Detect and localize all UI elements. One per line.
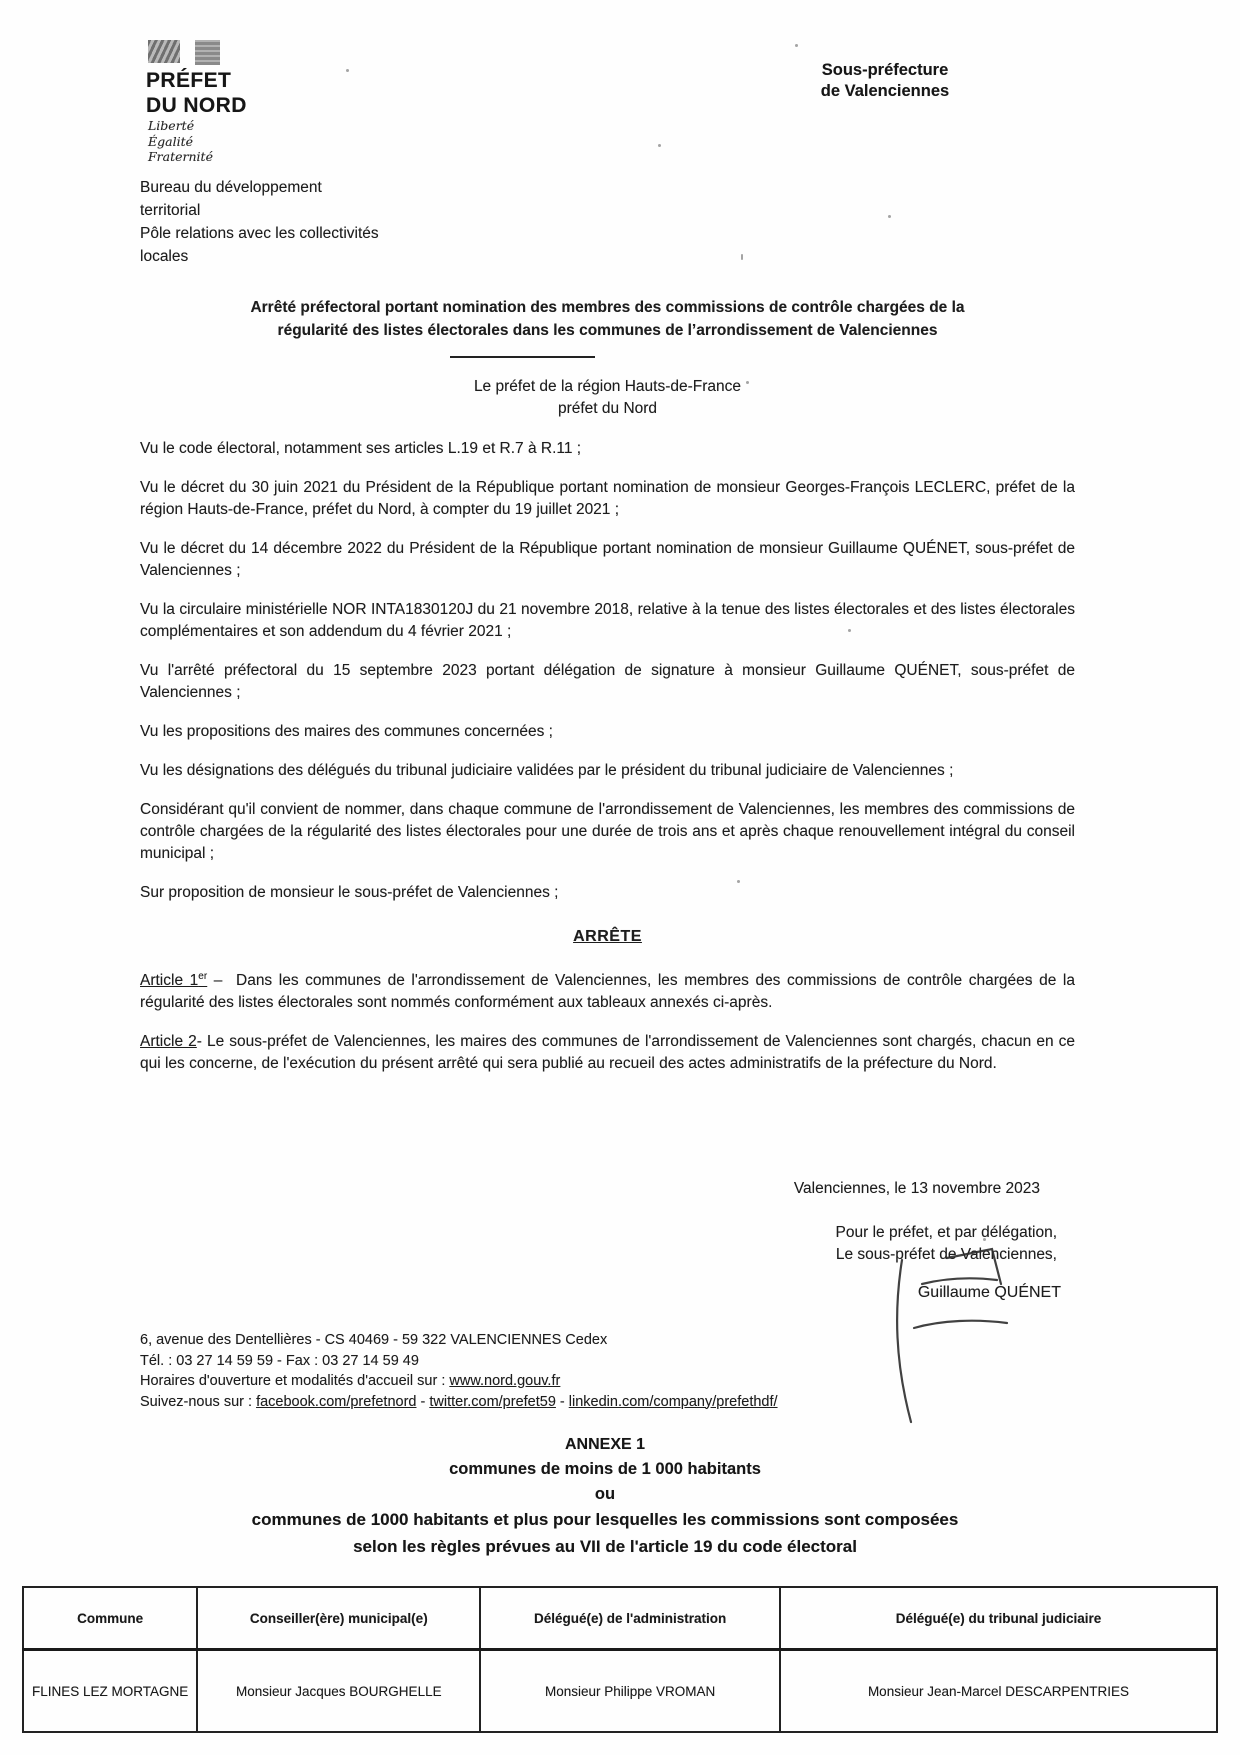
table-header-commune: Commune (23, 1587, 197, 1650)
prefect-line: DU NORD (146, 94, 247, 117)
article-1-paragraph (140, 970, 1075, 1014)
annexe-subtitle: selon les règles prévues au VII de l'article 19 du code électoral (353, 1537, 857, 1556)
nord-gouv-link: www.nord.gouv.fr (449, 1373, 561, 1389)
table-header-delegue-administration: Délégué(e) de l'administration (480, 1587, 780, 1650)
logo-right-block (195, 40, 220, 65)
footer-hours: Horaires d'ouverture et modalités d'accueil sur : www.nord.gouv.fr (140, 1373, 561, 1389)
prefect-line: PRÉFET (146, 69, 232, 92)
article-2-text: Le sous-préfet de Valenciennes, les maires des communes de l'arrondissement de Valenciennes sont chargés, chacun en ce qui les concerne, de l'exécution du présent arrêté qui sera publié au recueil des actes administratifs de la préfecture du Nord. (140, 1033, 1075, 1072)
footer-address: 6, avenue des Dentellières - CS 40469 - 59 322 VALENCIENNES Cedex (140, 1332, 608, 1348)
arrete-heading: ARRÊTE (573, 928, 642, 945)
article-1-text: Dans les communes de l'arrondissement de Valenciennes, les membres des commissions de contrôle chargées de la régularité des listes électorales sont nommés conformément aux tableaux annexés ci-après. (140, 972, 1075, 1011)
table-cell-delegue-administration: Monsieur Philippe VROMAN (480, 1650, 780, 1733)
motto-line: Égalité (148, 133, 193, 149)
scan-speck (888, 215, 891, 218)
table-cell-conseiller: Monsieur Jacques BOURGHELLE (197, 1650, 480, 1733)
annexe-subtitle: communes de moins de 1 000 habitants (449, 1460, 761, 1478)
annexe-heading (30, 1432, 1180, 1560)
table-cell-delegue-tribunal: Monsieur Jean-Marcel DESCARPENTRIES (780, 1650, 1217, 1733)
marianne-logo-icon (148, 40, 220, 65)
title-line: Arrêté préfectoral portant nomination des membres des commissions de contrôle chargées de la (250, 299, 965, 316)
annexe-subtitle: communes de 1000 habitants et plus pour lesquelles les commissions sont composées (251, 1510, 959, 1529)
article-1-label: Article 1er (140, 970, 208, 989)
table-header-row (23, 1587, 1217, 1650)
prefect-wordmark (146, 68, 247, 118)
handwritten-signature-icon (880, 1242, 1030, 1437)
subprefecture-title (800, 60, 970, 102)
twitter-link: twitter.com/prefet59 (429, 1393, 556, 1410)
recital-paragraph: Considérant qu'il convient de nommer, dans chaque commune de l'arrondissement de Valenciennes, les membres des commissions de contrôle chargées de la régularité des listes électorales pour une durée de trois ans et après chaque renouvellement intégral du conseil municipal ; (140, 801, 1075, 862)
recital-paragraph: Vu le décret du 30 juin 2021 du Président de la République portant nomination de monsieur Georges-François LECLERC, préfet de la région Hauts-de-France, préfet du Nord, à compter du 19 juillet 2021 ; (140, 479, 1075, 518)
table-cell-commune: FLINES LEZ MORTAGNE (23, 1650, 197, 1733)
footer-phone: Tél. : 03 27 14 59 59 - Fax : 03 27 14 59 49 (140, 1352, 419, 1369)
table-header-conseiller: Conseiller(ère) municipal(e) (197, 1587, 480, 1650)
scan-speck (741, 254, 743, 260)
salutation-line: Le préfet de la région Hauts-de-France (473, 378, 742, 395)
scan-speck (795, 44, 798, 47)
republic-motto (148, 118, 213, 165)
linkedin-link: linkedin.com/company/prefethdf/ (568, 1393, 778, 1410)
annexe-title: ANNEXE 1 (564, 1436, 646, 1453)
document-body (140, 296, 1075, 1092)
office-line: Sous-préfecture (821, 61, 949, 79)
signature-delegation-line: Pour le préfet, et par délégation, (835, 1224, 1057, 1241)
dateline: Valenciennes, le 13 novembre 2023 (793, 1180, 1040, 1197)
bureau-line: Pôle relations avec les collectivités (140, 225, 379, 242)
table-row (23, 1650, 1217, 1733)
title-line: régularité des listes électorales dans les communes de l’arrondissement de Valenciennes (277, 322, 938, 339)
recital-paragraph: Vu le code électoral, notamment ses articles L.19 et R.7 à R.11 ; (140, 440, 582, 457)
annexe-subtitle: ou (594, 1485, 616, 1503)
scan-speck (346, 69, 349, 72)
motto-line: Fraternité (148, 149, 213, 164)
recital-paragraph: Vu les désignations des délégués du tribunal judiciaire validées par le président du tribunal judiciaire de Valenciennes ; (140, 762, 954, 779)
logo-left-block (148, 40, 180, 63)
issuer-salutation (140, 376, 1075, 420)
table-header-delegue-tribunal: Délégué(e) du tribunal judiciaire (780, 1587, 1217, 1650)
signatory-name: Guillaume QUÉNET (917, 1284, 1061, 1301)
bureau-line: locales (140, 248, 189, 265)
title-separator-line (450, 356, 595, 358)
bureau-block (140, 176, 379, 268)
footer-contact-block (140, 1330, 778, 1412)
bureau-line: Bureau du développement (140, 179, 322, 196)
footer-social: Suivez-nous sur : facebook.com/prefetnord - twitter.com/prefet59 - linkedin.com/company/prefethdf/ (140, 1393, 778, 1410)
scan-speck (658, 144, 661, 147)
motto-line: Liberté (148, 118, 195, 133)
recital-paragraph: Vu la circulaire ministérielle NOR INTA1830120J du 21 novembre 2018, relative à la tenue des listes électorales et des listes électorales complémentaires et son addendum du 4 février 2021 ; (140, 601, 1075, 640)
article-2-paragraph (140, 1031, 1075, 1075)
recital-paragraph: Vu le décret du 14 décembre 2022 du Président de la République portant nomination de monsieur Guillaume QUÉNET, sous-préfet de Valenciennes ; (140, 540, 1075, 579)
article-separator: - (196, 1033, 202, 1050)
bureau-line: territorial (140, 202, 201, 219)
recitals-section (140, 438, 1075, 904)
signature-role-line: Le sous-préfet de Valenciennes, (835, 1246, 1057, 1263)
article-2-label: Article 2 (140, 1033, 197, 1050)
annexe-table (22, 1586, 1218, 1733)
recital-paragraph: Sur proposition de monsieur le sous-préfet de Valenciennes ; (140, 884, 559, 901)
salutation-line: préfet du Nord (557, 400, 658, 417)
office-line: de Valenciennes (820, 82, 950, 100)
recital-paragraph: Vu les propositions des maires des communes concernées ; (140, 723, 553, 740)
facebook-link: facebook.com/prefetnord (256, 1393, 417, 1410)
recital-paragraph: Vu l'arrêté préfectoral du 15 septembre 2023 portant délégation de signature à monsieur Guillaume QUÉNET, sous-préfet de Valenciennes ; (140, 662, 1075, 701)
document-title (140, 296, 1075, 342)
article-separator: – (213, 972, 223, 989)
